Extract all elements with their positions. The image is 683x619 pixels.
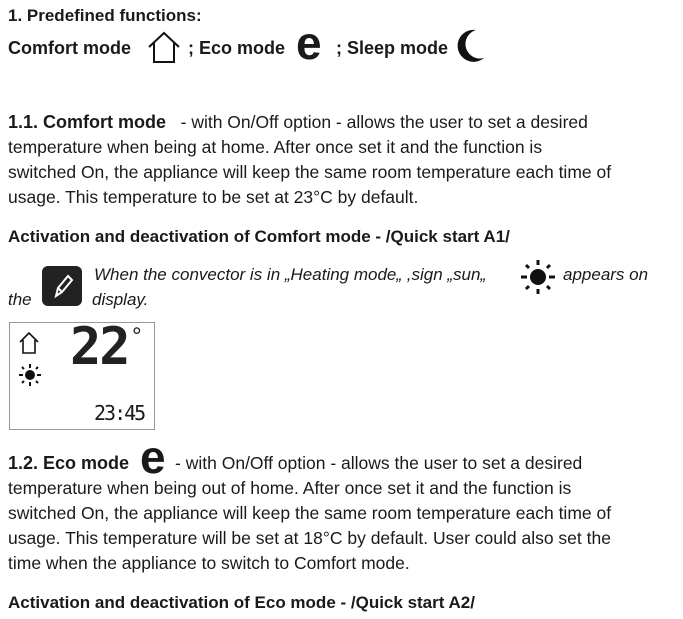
eco-paragraph [8, 451, 611, 576]
display-temperature: 22 [70, 317, 129, 377]
edit-button-icon [42, 266, 82, 306]
comfort-mode-label: Comfort mode [8, 38, 131, 58]
text-line: - with On/Off option - allows the user to set a desired [175, 453, 583, 473]
text-line: temperature when being at home. After once set it and the function is [8, 137, 543, 157]
eco-heading-icon: e [140, 431, 166, 483]
text-line: temperature when being out of home. After once set it and the function is [8, 478, 572, 498]
display-time: 23:45 [94, 401, 145, 425]
text-line: time when the appliance to switch to Comfort mode. [8, 553, 410, 573]
eco-mode-label: ; Eco mode [188, 38, 286, 58]
comfort-activation-heading: Activation and deactivation of Comfort mode - /Quick start A1/ [8, 227, 510, 246]
house-icon [146, 30, 182, 64]
display-sun-icon [18, 363, 42, 387]
sleep-mode-label: ; Sleep mode [336, 38, 449, 58]
section-title: 1. Predefined functions: [8, 6, 202, 25]
display-house-icon [18, 331, 40, 355]
text-line: usage. This temperature will be set at 18°C by default. User could also set the [8, 528, 611, 548]
note-line1-end: appears on [563, 265, 649, 284]
text-line: switched On, the appliance will keep the same room temperature each time of [8, 503, 612, 523]
sun-icon [518, 258, 558, 296]
comfort-heading: 1.1. Comfort mode [8, 112, 167, 132]
moon-icon [456, 28, 486, 64]
comfort-paragraph [8, 110, 611, 210]
eco-activation-heading: Activation and deactivation of Eco mode - /Quick start A2/ [8, 593, 475, 612]
eco-icon: e [296, 17, 322, 69]
thermostat-display [9, 317, 155, 430]
display-degree: ° [132, 323, 142, 350]
note-line1: When the convector is in „Heating mode„ ,sign „sun„ [94, 265, 487, 284]
eco-heading: 1.2. Eco mode [8, 453, 130, 473]
note-the: the [8, 290, 32, 309]
note-line2: display. [92, 290, 149, 309]
text-line: - with On/Off option - allows the user to set a desired [175, 112, 588, 132]
text-line: switched On, the appliance will keep the same room temperature each time of [8, 162, 612, 182]
text-line: usage. This temperature to be set at 23°C by default. [8, 187, 419, 207]
